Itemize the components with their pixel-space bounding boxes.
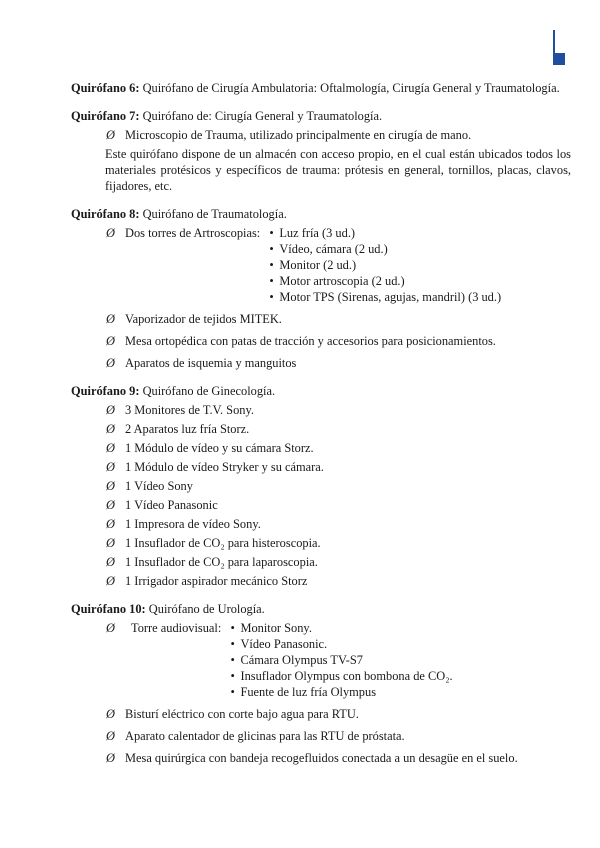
null-bullet-icon: Ø [106,422,115,436]
null-bullet-icon: Ø [106,128,115,142]
sublist-item: • Monitor (2 ud.) [269,257,501,273]
null-bullet-icon: Ø [106,517,115,531]
sublist-item: • Vídeo, cámara (2 ud.) [269,241,501,257]
list-item: Ø Aparatos de isquemia y manguitos [106,356,297,370]
section-quirofano-6 [71,80,571,96]
list-item: Ø Vaporizador de tejidos MITEK. [106,312,282,326]
sublist-item: • Luz fría (3 ud.) [269,225,501,241]
null-bullet-icon: Ø [106,751,115,765]
sublist-item: • Vídeo Panasonic. [230,636,452,652]
sublist-item: • Motor TPS (Sirenas, agujas, mandril) (3 ud.) [269,289,501,305]
null-bullet-icon: Ø [106,334,115,348]
section-paragraph: Este quirófano dispone de un almacén con acceso propio, en el cual están ubicados todos los materiales protésicos y específicos de trauma: prótesis en general, tornillos, placas, clavos, fijadores, etc. [105,147,571,193]
section-heading: Quirófano 8: Quirófano de Traumatología. [71,207,287,221]
list-item: Ø Mesa ortopédica con patas de tracción y accesorios para posicionamientos. [106,334,496,348]
sublist-item: • Motor artroscopia (2 ud.) [269,273,501,289]
section-quirofano-9 [71,383,571,589]
section-heading: Quirófano 6: Quirófano de Cirugía Ambulatoria: Oftalmología, Cirugía General y Traumatología. [71,81,560,95]
sublist-item: • Fuente de luz fría Olympus [230,684,452,700]
null-bullet-icon: Ø [106,621,115,635]
list-item: Ø 1 Impresora de vídeo Sony. [106,517,261,531]
null-bullet-icon: Ø [106,536,115,550]
list-item: Ø 3 Monitores de T.V. Sony. [106,403,254,417]
null-bullet-icon: Ø [106,555,115,569]
tower-sublist [269,225,501,305]
section-quirofano-7 [71,108,571,194]
page-corner-marker [553,53,565,65]
null-bullet-icon: Ø [106,356,115,370]
list-item: Ø Bisturí eléctrico con corte bajo agua para RTU. [106,707,359,721]
list-item: Ø 1 Insuflador de CO₂ para laparoscopia. [106,555,318,569]
null-bullet-icon: Ø [106,498,115,512]
null-bullet-icon: Ø [106,479,115,493]
tower-item [71,225,571,305]
section-heading: Quirófano 10: Quirófano de Urología. [71,602,265,616]
sublist-item: • Monitor Sony. [230,620,452,636]
tower-label: Dos torres de Artroscopias: [125,226,261,240]
null-bullet-icon: Ø [106,226,115,240]
null-bullet-icon: Ø [106,729,115,743]
list-item: Ø Mesa quirúrgica con bandeja recogefluidos conectada a un desagüe en el suelo. [106,751,518,765]
null-bullet-icon: Ø [106,707,115,721]
tower-item [71,620,571,700]
tower-sublist [230,620,452,700]
section-heading: Quirófano 9: Quirófano de Ginecología. [71,384,276,398]
null-bullet-icon: Ø [106,574,115,588]
list-item: Ø Microscopio de Trauma, utilizado principalmente en cirugía de mano. [106,128,472,142]
list-item: Ø 1 Vídeo Sony [106,479,193,493]
document-body [71,80,571,778]
list-item: Ø 1 Módulo de vídeo y su cámara Storz. [106,441,314,455]
list-item: Ø 1 Vídeo Panasonic [106,498,218,512]
null-bullet-icon: Ø [106,312,115,326]
list-item: Ø 1 Irrigador aspirador mecánico Storz [106,574,308,588]
list-item: Ø 2 Aparatos luz fría Storz. [106,422,250,436]
list-item: Ø 1 Insuflador de CO₂ para histeroscopia. [106,536,321,550]
tower-label: Torre audiovisual: [131,621,222,635]
list-item: Ø 1 Módulo de vídeo Stryker y su cámara. [106,460,324,474]
section-quirofano-8 [71,206,571,371]
sublist-item: • Insuflador Olympus con bombona de CO₂. [230,668,452,684]
list-item: Ø Aparato calentador de glicinas para las RTU de próstata. [106,729,405,743]
sublist-item: • Cámara Olympus TV-S7 [230,652,452,668]
section-quirofano-10 [71,601,571,766]
null-bullet-icon: Ø [106,403,115,417]
null-bullet-icon: Ø [106,441,115,455]
null-bullet-icon: Ø [106,460,115,474]
section-heading: Quirófano 7: Quirófano de: Cirugía General y Traumatología. [71,109,383,123]
